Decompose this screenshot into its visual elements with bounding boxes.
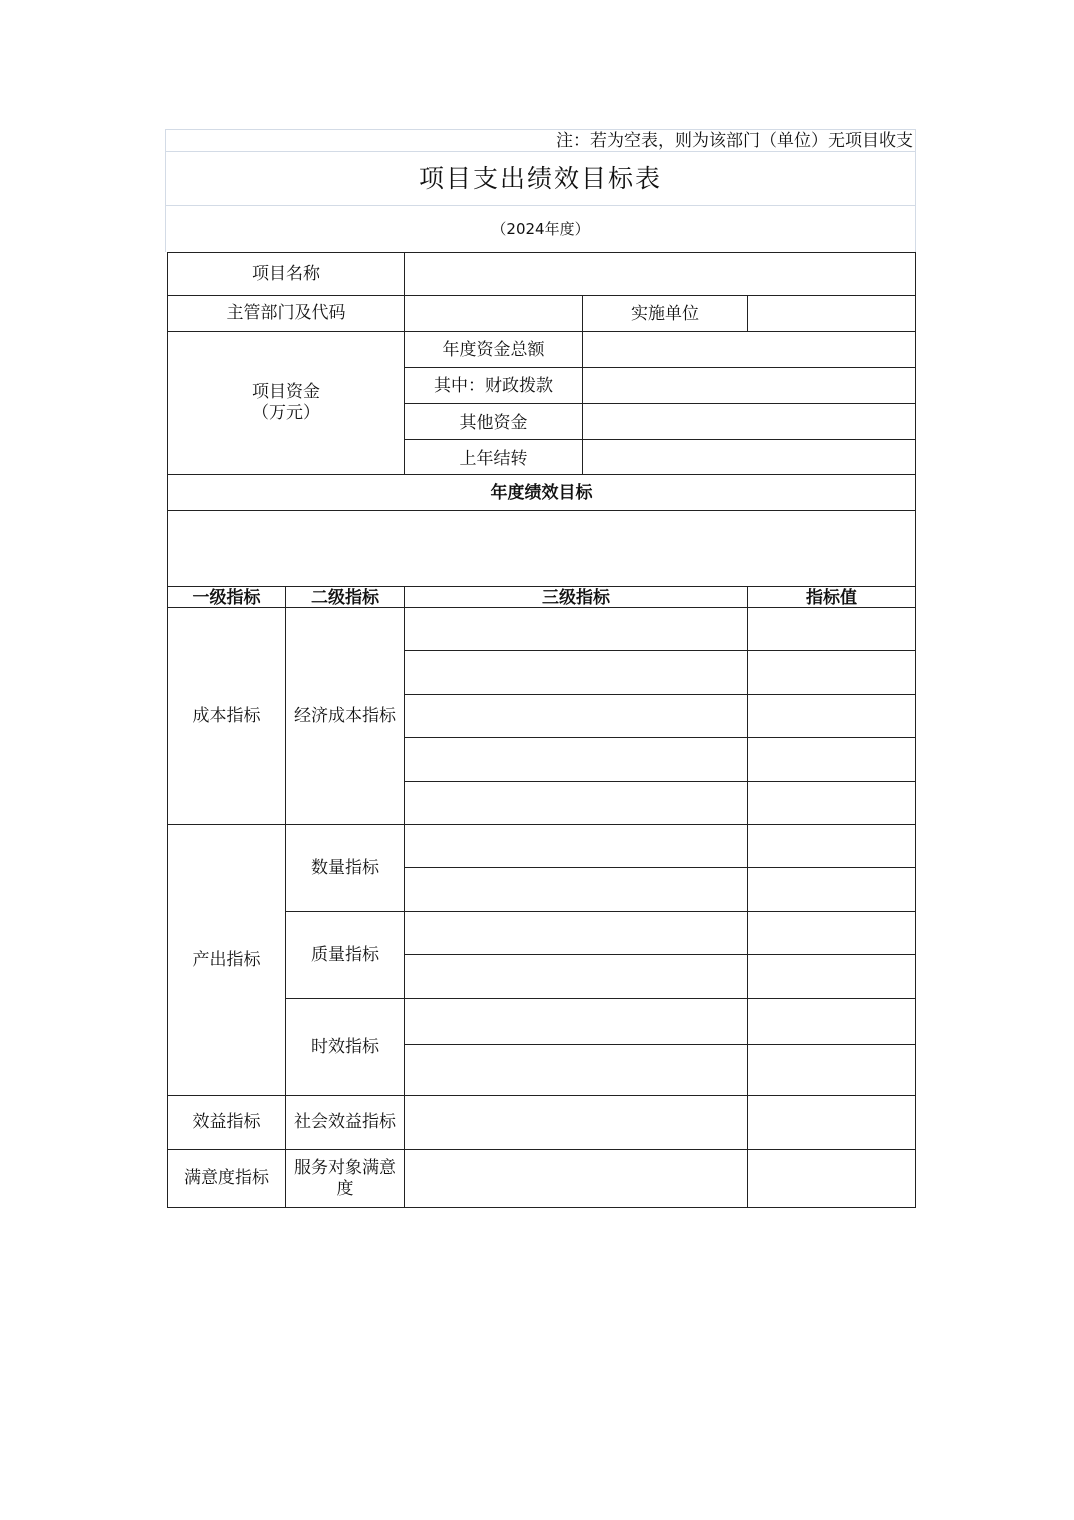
label-funds-carryover: 上年结转 [459,448,528,469]
header-level3: 三级指标 [542,588,610,608]
table-rule [404,867,916,868]
label-funds-total: 年度资金总额 [442,339,545,360]
header-indicator-value: 指标值 [806,588,857,608]
table-rule [915,252,916,1208]
level1-cost: 成本指标 [192,705,261,726]
level2-service-satisfaction: 服务对象满意度 [294,1157,396,1199]
table-rule [404,954,916,955]
header-level1: 一级指标 [192,588,261,608]
header-level2: 二级指标 [311,588,379,608]
table-rule [747,295,748,331]
label-project-funds: 项目资金 （万元） [252,382,320,423]
label-dept-code: 主管部门及代码 [226,303,346,323]
level1-satisfaction: 满意度指标 [184,1168,269,1188]
label-funds-other: 其他资金 [459,412,528,433]
label-project-name: 项目名称 [252,263,320,284]
table-rule [747,586,748,1208]
table-rule [404,737,916,738]
level1-benefit: 效益指标 [192,1112,261,1132]
table-rule [404,586,405,1208]
level2-quantity: 数量指标 [311,857,379,878]
level2-social-benefit: 社会效益指标 [294,1112,396,1132]
table-rule [167,1207,916,1208]
empty-table-note: 注：若为空表，则为该部门（单位）无项目收支 [556,130,913,151]
fiscal-year: （2024年度） [491,219,590,238]
table-rule [404,694,916,695]
level1-output: 产出指标 [192,949,261,970]
table-rule [404,1044,916,1045]
table-rule [404,650,916,651]
label-impl-unit: 实施单位 [631,304,699,324]
page-title: 项目支出绩效目标表 [418,164,662,193]
table-rule [404,781,916,782]
level2-timeliness: 时效指标 [311,1036,379,1057]
level2-quality: 质量指标 [311,944,379,965]
level2-economic-cost: 经济成本指标 [294,705,396,726]
label-funds-fiscal: 其中：财政拨款 [434,375,553,396]
header-grid-line [915,129,916,252]
label-annual-goal: 年度绩效目标 [490,482,593,503]
